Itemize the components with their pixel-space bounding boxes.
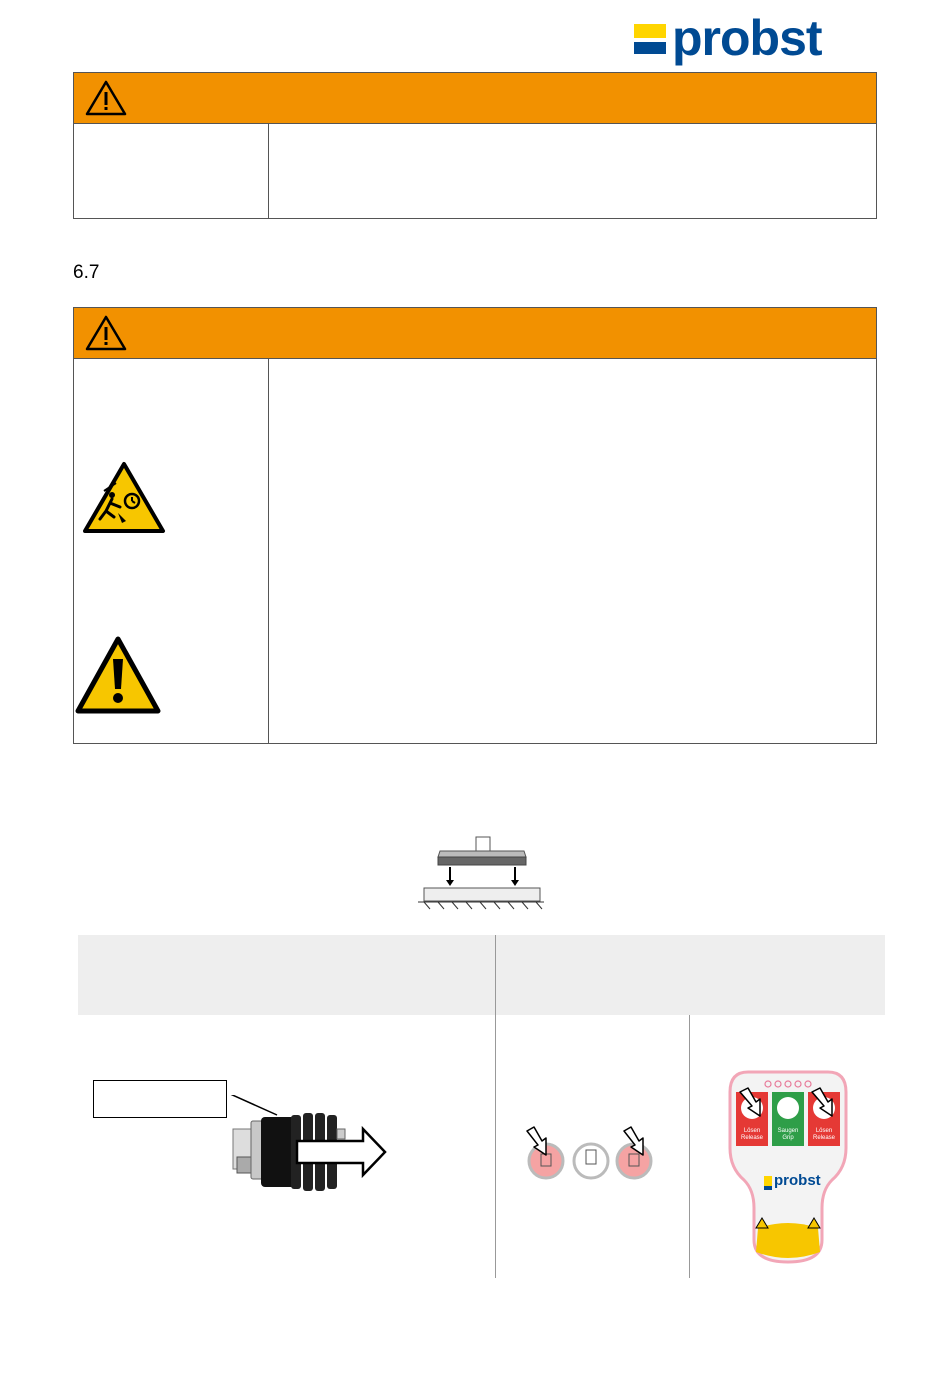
control-buttons-release-grip-release bbox=[520, 1123, 662, 1185]
remote-control-body bbox=[728, 1068, 848, 1264]
remote-control bbox=[728, 1068, 848, 1264]
warning-box-2-divider bbox=[268, 359, 269, 744]
general-warning-icon bbox=[74, 635, 162, 715]
warning-box-1 bbox=[73, 72, 877, 219]
warning-box-2 bbox=[73, 307, 877, 744]
probst-logo bbox=[632, 12, 880, 68]
remote-right-label: Lösen Release bbox=[812, 1128, 835, 1141]
callout-label-box bbox=[93, 1080, 227, 1118]
remote-brand: probst bbox=[774, 1172, 821, 1189]
figure-table-divider-main bbox=[495, 935, 496, 1278]
warning-triangle-icon bbox=[84, 314, 128, 352]
logo-wordmark: probst bbox=[672, 10, 822, 66]
suction-plate-placement-diagram bbox=[418, 835, 544, 911]
warning-box-1-divider bbox=[268, 124, 269, 219]
figure-table-divider-sub bbox=[689, 1015, 690, 1278]
quick-coupling-disconnect-image bbox=[225, 1095, 390, 1195]
warning-triangle-icon bbox=[84, 79, 128, 117]
warning-box-1-header bbox=[74, 73, 876, 124]
load-falling-hazard-icon bbox=[82, 461, 166, 535]
warning-box-2-body bbox=[74, 359, 876, 744]
warning-box-1-body bbox=[74, 124, 876, 219]
logo-yellow-bar bbox=[634, 24, 666, 38]
remote-left-label: Lösen Release bbox=[740, 1128, 763, 1141]
warning-box-2-header bbox=[74, 308, 876, 359]
remote-middle-label: Saugen Grip bbox=[777, 1128, 799, 1141]
logo-blue-bar bbox=[634, 42, 666, 54]
section-number: 6.7 bbox=[73, 262, 100, 283]
figure-table-header bbox=[78, 935, 885, 1015]
